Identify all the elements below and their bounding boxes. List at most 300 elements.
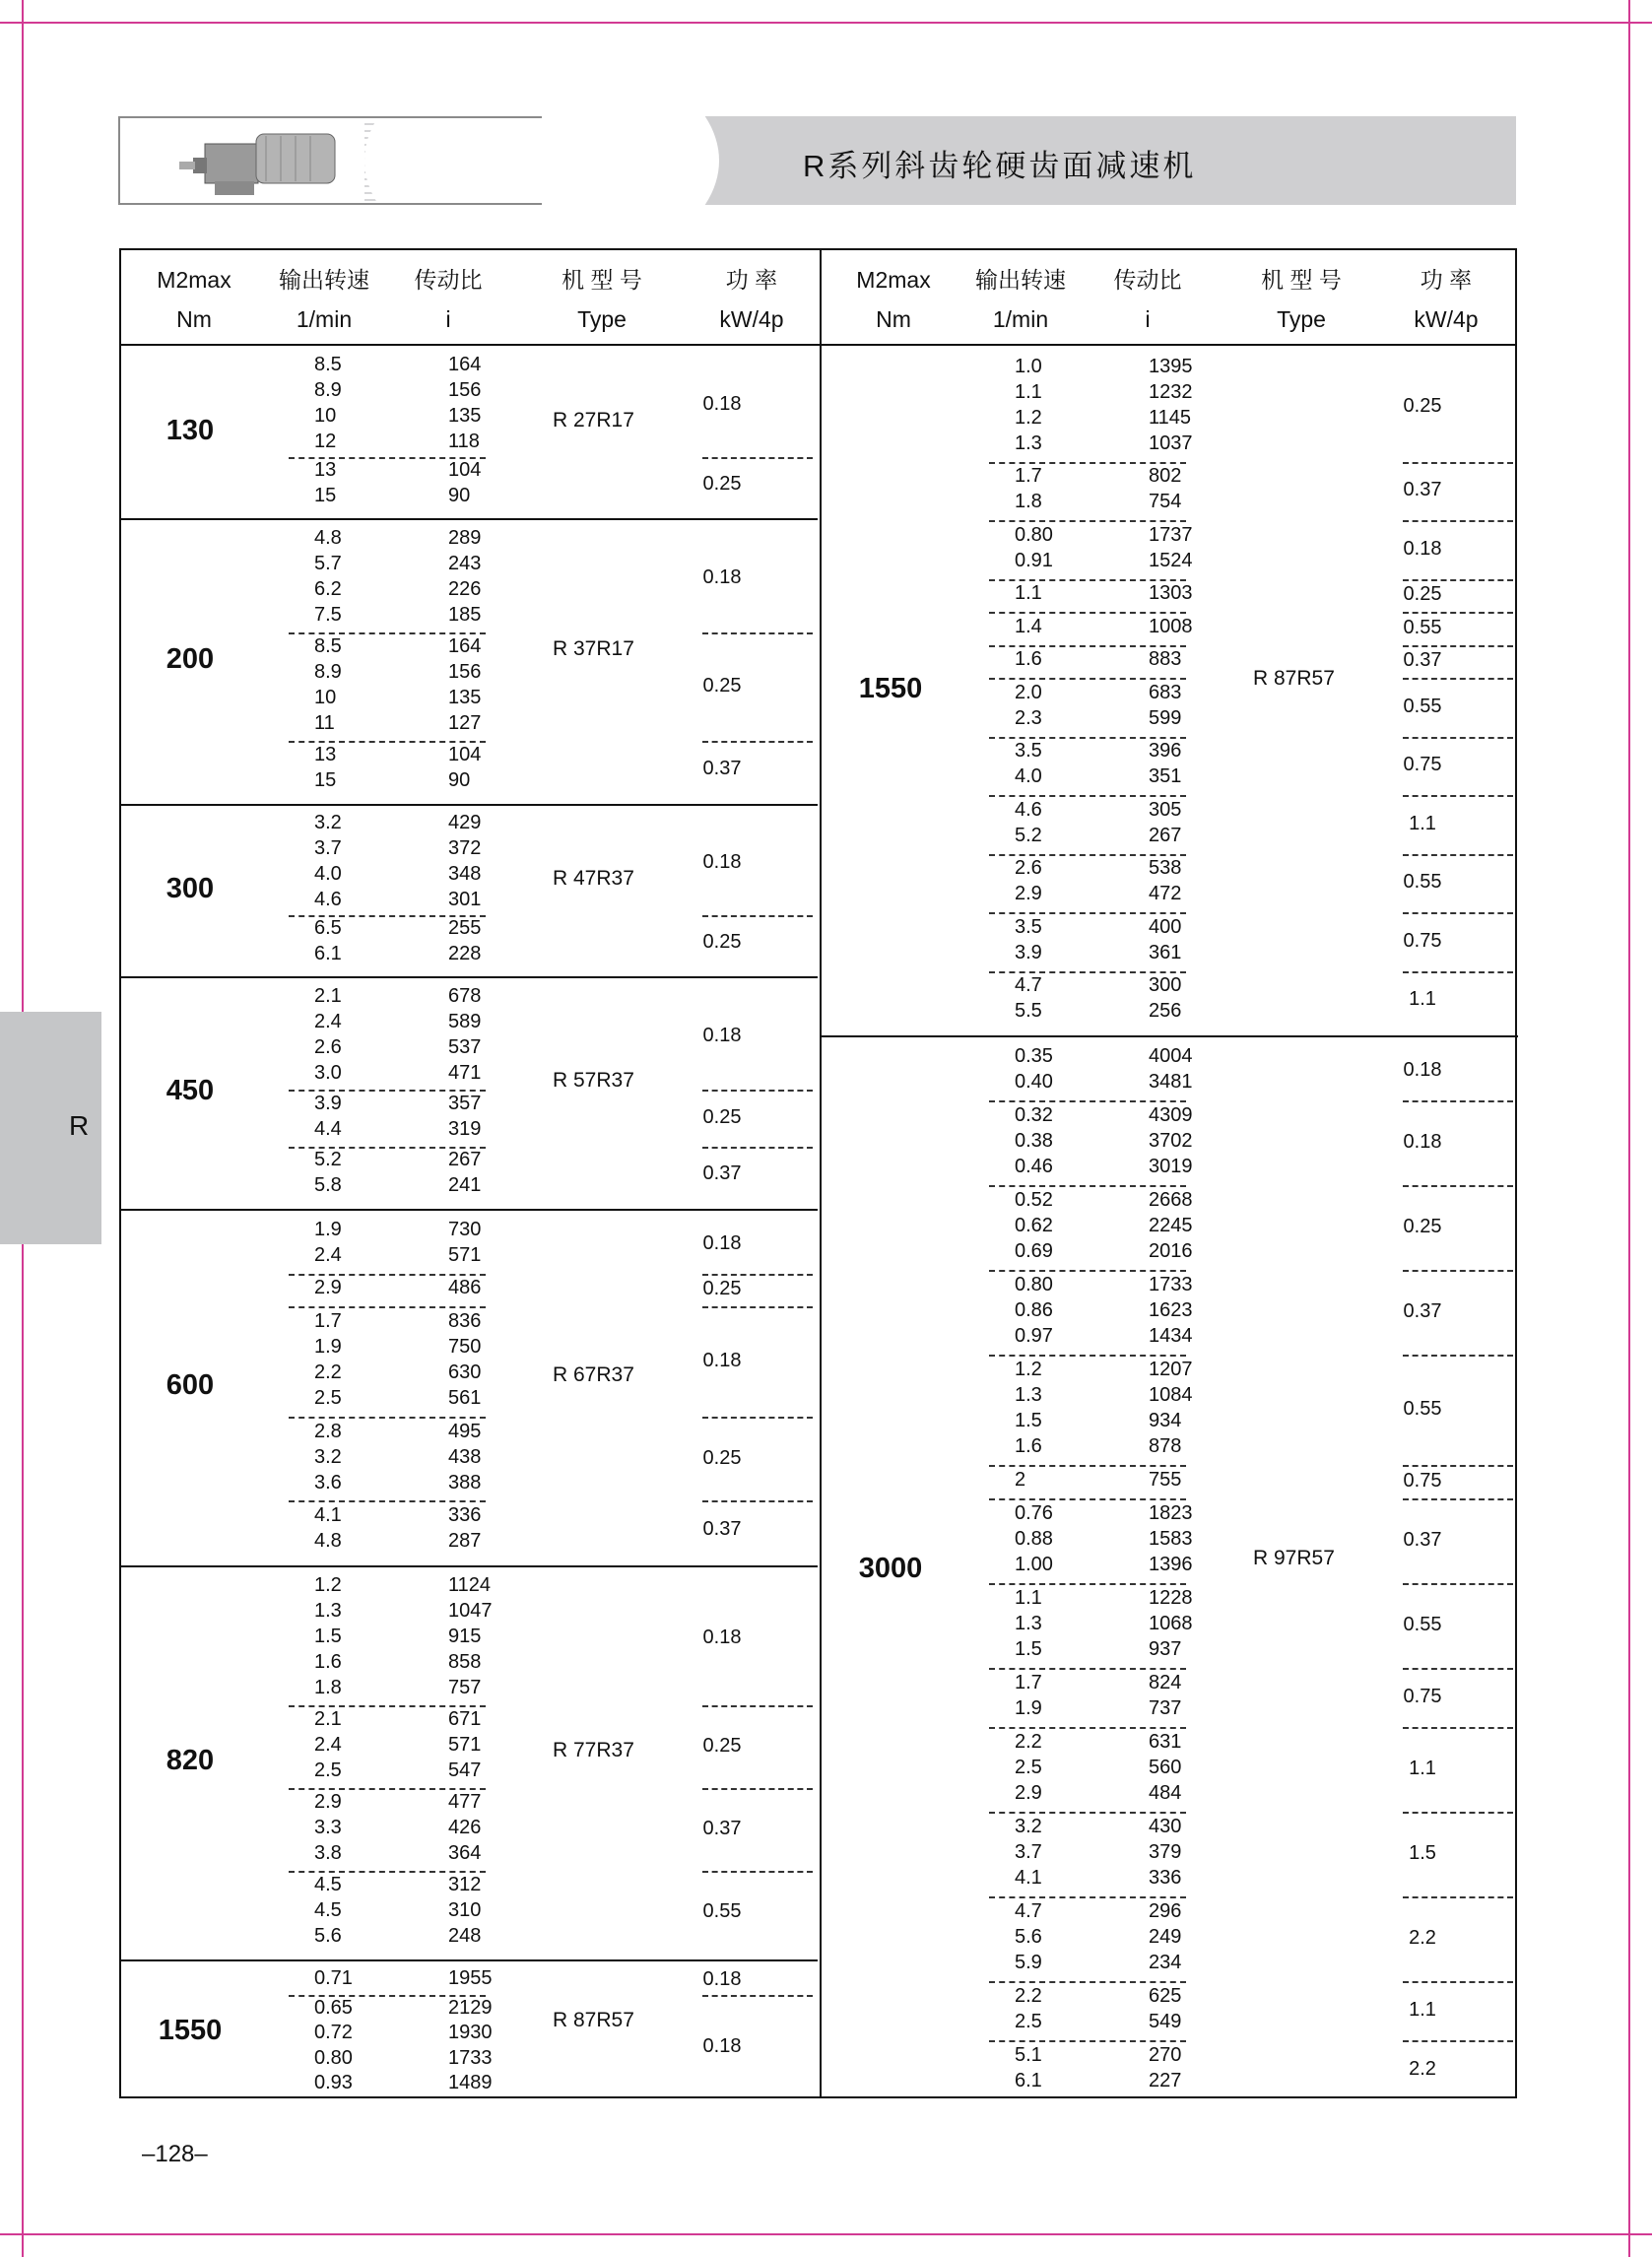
output-speed: 1.1	[1015, 582, 1042, 605]
ratio: 883	[1149, 648, 1182, 671]
output-speed: 5.9	[1015, 1952, 1042, 1973]
power-value: 2.2	[1409, 1927, 1436, 1949]
header-m2-label: M2max	[856, 267, 931, 293]
group-separator	[121, 976, 818, 978]
ratio: 3481	[1149, 1071, 1193, 1093]
row-divider	[702, 1274, 813, 1276]
output-speed: 2.5	[1015, 2011, 1042, 2032]
output-speed: 12	[314, 430, 337, 452]
ratio: 234	[1149, 1952, 1182, 1973]
header-type-unit: Type	[1277, 306, 1326, 332]
ratio: 858	[448, 1651, 482, 1673]
m2max-value: 1550	[158, 2015, 223, 2046]
ratio: 429	[448, 812, 482, 833]
page-number: –128–	[142, 2141, 208, 2167]
row-divider	[1403, 854, 1513, 856]
power-value: 0.55	[1403, 616, 1442, 638]
output-speed: 2.9	[1015, 883, 1042, 905]
output-speed: 6.1	[314, 943, 342, 965]
header-ratio-unit: i	[1145, 306, 1151, 332]
ratio: 2129	[448, 1996, 493, 2019]
header-power-label: 功 率	[725, 267, 778, 293]
power-value: 0.18	[702, 392, 742, 415]
ratio: 4004	[1149, 1045, 1193, 1067]
header-ratio-unit: i	[445, 306, 451, 332]
output-speed: 1.5	[1015, 1410, 1042, 1431]
output-speed: 1.5	[1015, 1638, 1042, 1660]
ratio: 438	[448, 1445, 482, 1468]
row-divider	[702, 1500, 813, 1502]
ratio: 1037	[1149, 431, 1193, 454]
row-divider	[1403, 1727, 1513, 1729]
output-speed: 0.72	[314, 2022, 353, 2044]
row-divider	[702, 1306, 813, 1308]
power-value: 0.25	[702, 1106, 742, 1128]
output-speed: 2.6	[1015, 857, 1042, 880]
output-speed: 7.5	[314, 604, 342, 626]
m2max-value: 3000	[858, 1553, 923, 1584]
output-speed: 3.5	[1015, 915, 1042, 938]
power-value: 0.55	[1403, 695, 1442, 717]
ratio: 104	[448, 744, 482, 765]
ratio: 560	[1149, 1757, 1182, 1778]
row-divider	[1403, 1355, 1513, 1357]
output-speed: 0.80	[1015, 1274, 1053, 1295]
ratio: 164	[448, 354, 482, 375]
row-divider	[1403, 971, 1513, 973]
header-speed-label: 输出转速	[975, 267, 1066, 293]
power-value: 0.75	[1403, 1686, 1442, 1707]
power-value: 0.25	[702, 473, 742, 496]
header-speed-unit: 1/min	[992, 306, 1049, 332]
row-divider	[1403, 737, 1513, 739]
ratio: 757	[448, 1677, 482, 1698]
output-speed: 1.3	[1015, 1613, 1042, 1634]
ratio: 379	[1149, 1841, 1182, 1863]
row-divider	[702, 1788, 813, 1790]
title-banner	[118, 116, 1516, 205]
ratio: 301	[448, 888, 482, 910]
output-speed: 0.38	[1015, 1130, 1053, 1152]
output-speed: 0.71	[314, 1967, 353, 1989]
output-speed: 4.6	[1015, 798, 1042, 821]
output-speed: 0.93	[314, 2072, 353, 2094]
output-speed: 0.32	[1015, 1104, 1053, 1126]
output-speed: 2.8	[314, 1420, 342, 1442]
output-speed: 13	[314, 744, 337, 765]
ratio: 1207	[1149, 1359, 1193, 1380]
ratio: 737	[1149, 1697, 1182, 1719]
ratio: 336	[1149, 1867, 1182, 1889]
ratio: 267	[448, 1149, 482, 1171]
power-value: 0.37	[702, 1818, 742, 1839]
output-speed: 0.40	[1015, 1071, 1053, 1093]
ratio: 1145	[1149, 406, 1192, 429]
ratio: 1930	[448, 2022, 493, 2044]
ratio: 3019	[1149, 1156, 1193, 1177]
output-speed: 4.6	[314, 888, 342, 910]
power-value: 0.55	[1403, 871, 1442, 894]
ratio: 372	[448, 836, 482, 859]
ratio: 472	[1149, 883, 1182, 905]
ratio: 2668	[1149, 1189, 1193, 1211]
output-speed: 1.9	[314, 1218, 342, 1240]
output-speed: 1.2	[1015, 406, 1042, 429]
power-value: 0.18	[1403, 1131, 1442, 1153]
output-speed: 2.4	[314, 1243, 342, 1266]
power-value: 0.18	[702, 1231, 742, 1254]
output-speed: 5.8	[314, 1174, 342, 1197]
power-value: 0.37	[702, 1518, 742, 1541]
row-divider	[1403, 1465, 1513, 1467]
crop-line-top	[0, 22, 1652, 24]
header-m2-unit: Nm	[176, 306, 212, 332]
power-value: 2.2	[1409, 2058, 1436, 2080]
output-speed: 0.88	[1015, 1528, 1053, 1550]
power-value: 0.37	[1403, 649, 1442, 672]
output-speed: 1.8	[1015, 491, 1042, 513]
output-speed: 3.9	[314, 1093, 342, 1114]
row-divider	[1403, 1270, 1513, 1272]
power-value: 0.25	[702, 1446, 742, 1469]
ratio: 802	[1149, 465, 1182, 488]
ratio: 305	[1149, 798, 1182, 821]
power-value: 0.25	[1403, 583, 1442, 606]
row-divider	[702, 632, 813, 634]
ratio: 426	[448, 1817, 482, 1838]
output-speed: 1.7	[1015, 465, 1042, 488]
ratio: 1008	[1149, 615, 1193, 637]
output-speed: 2.1	[314, 984, 342, 1007]
group-separator	[121, 804, 818, 806]
output-speed: 1.9	[314, 1336, 342, 1358]
spec-table	[119, 248, 1517, 2098]
row-divider	[1403, 1812, 1513, 1814]
ratio: 571	[448, 1243, 482, 1266]
power-value: 1.1	[1409, 988, 1436, 1011]
output-speed: 1.7	[314, 1310, 342, 1332]
row-divider	[1403, 579, 1513, 581]
output-speed: 4.0	[314, 862, 342, 885]
output-speed: 1.1	[1015, 1587, 1042, 1609]
ratio: 1068	[1149, 1613, 1193, 1634]
output-speed: 0.80	[314, 2046, 353, 2069]
power-value: 0.18	[1403, 537, 1442, 560]
ratio: 1524	[1149, 549, 1193, 571]
row-divider	[702, 1871, 813, 1873]
ratio: 336	[448, 1504, 482, 1527]
ratio: 1232	[1149, 380, 1193, 403]
power-value: 0.18	[702, 1350, 742, 1371]
output-speed: 0.97	[1015, 1325, 1053, 1347]
power-value: 0.18	[702, 850, 742, 873]
ratio: 571	[448, 1734, 482, 1756]
ratio: 750	[448, 1336, 482, 1358]
output-speed: 4.1	[1015, 1867, 1042, 1889]
ratio: 348	[448, 862, 482, 885]
header-ratio-label: 传动比	[1113, 267, 1182, 293]
power-value: 0.25	[702, 1735, 742, 1757]
ratio: 1084	[1149, 1384, 1193, 1406]
ratio: 90	[448, 769, 471, 791]
header-type-label: 机 型 号	[562, 267, 642, 293]
header-speed-unit: 1/min	[296, 306, 353, 332]
ratio: 255	[448, 917, 482, 940]
ratio: 256	[1149, 1000, 1182, 1023]
ratio: 678	[448, 984, 482, 1007]
output-speed: 13	[314, 459, 337, 482]
output-speed: 15	[314, 485, 337, 507]
m2max-value: 300	[165, 872, 215, 904]
output-speed: 1.2	[314, 1574, 342, 1596]
ratio: 227	[1149, 2070, 1182, 2091]
ratio: 561	[448, 1387, 482, 1409]
output-speed: 0.62	[1015, 1215, 1053, 1236]
row-divider	[1403, 1896, 1513, 1898]
power-value: 0.55	[1403, 1398, 1442, 1420]
output-speed: 4.0	[1015, 765, 1042, 788]
output-speed: 2.6	[314, 1035, 342, 1058]
power-value: 0.37	[702, 758, 742, 779]
power-value: 0.25	[1403, 1216, 1442, 1237]
output-speed: 1.3	[314, 1600, 342, 1622]
row-divider	[1403, 612, 1513, 614]
row-divider	[1403, 1583, 1513, 1585]
output-speed: 5.7	[314, 553, 342, 574]
ratio: 2245	[1149, 1215, 1193, 1236]
ratio: 538	[1149, 857, 1182, 880]
ratio: 104	[448, 459, 482, 482]
ratio: 1583	[1149, 1528, 1193, 1550]
ratio: 589	[448, 1010, 482, 1032]
ratio: 1396	[1149, 1554, 1193, 1575]
m2max-value: 130	[165, 414, 215, 446]
ratio: 824	[1149, 1672, 1182, 1693]
ratio: 625	[1149, 1985, 1182, 2007]
output-speed: 1.1	[1015, 380, 1042, 403]
crop-line-right	[1628, 0, 1630, 2257]
output-speed: 5.2	[1015, 824, 1042, 846]
ratio: 630	[448, 1361, 482, 1383]
ratio: 364	[448, 1842, 482, 1864]
ratio: 164	[448, 635, 482, 657]
power-value: 0.55	[702, 1900, 742, 1922]
header-power-unit: kW/4p	[1414, 306, 1479, 332]
power-value: 0.37	[702, 1162, 742, 1185]
ratio: 1955	[448, 1967, 493, 1989]
row-divider	[1403, 795, 1513, 797]
output-speed: 0.86	[1015, 1299, 1053, 1321]
row-divider	[702, 1147, 813, 1149]
ratio: 1733	[1149, 1274, 1193, 1295]
output-speed: 1.00	[1015, 1554, 1053, 1575]
ratio: 430	[1149, 1816, 1182, 1837]
m2max-value: 820	[165, 1745, 215, 1776]
header-m2-label: M2max	[157, 267, 231, 293]
output-speed: 3.0	[314, 1061, 342, 1084]
output-speed: 11	[314, 712, 335, 734]
page-title: R系列斜齿轮硬齿面减速机	[803, 149, 1197, 183]
ratio: 4309	[1149, 1104, 1193, 1126]
output-speed: 6.2	[314, 578, 342, 600]
model-type: R 57R37	[553, 1069, 634, 1092]
ratio: 351	[1149, 765, 1182, 788]
output-speed: 1.6	[1015, 1435, 1042, 1457]
ratio: 249	[1149, 1926, 1182, 1948]
row-divider	[702, 741, 813, 743]
ratio: 1303	[1149, 582, 1193, 605]
output-speed: 3.9	[1015, 941, 1042, 963]
ratio: 243	[448, 553, 482, 574]
output-speed: 2.9	[1015, 1782, 1042, 1804]
ratio: 127	[448, 712, 482, 734]
output-speed: 1.3	[1015, 431, 1042, 454]
ratio: 1823	[1149, 1502, 1193, 1524]
output-speed: 2.4	[314, 1010, 342, 1032]
ratio: 730	[448, 1218, 482, 1240]
ratio: 937	[1149, 1638, 1182, 1660]
output-speed: 2.5	[314, 1759, 342, 1781]
output-speed: 8.9	[314, 378, 342, 401]
ratio: 1733	[448, 2046, 493, 2069]
ratio: 289	[448, 527, 482, 549]
output-speed: 8.5	[314, 635, 342, 657]
header-type-label: 机 型 号	[1261, 267, 1342, 293]
ratio: 185	[448, 604, 482, 626]
crop-line-bottom	[0, 2233, 1652, 2235]
header-speed-label: 输出转速	[279, 267, 369, 293]
output-speed: 3.8	[314, 1842, 342, 1864]
ratio: 2016	[1149, 1240, 1193, 1262]
ratio: 1124	[448, 1574, 492, 1596]
output-speed: 1.2	[1015, 1359, 1042, 1380]
row-divider	[1403, 1498, 1513, 1500]
model-type: R 87R57	[1253, 667, 1335, 690]
ratio: 934	[1149, 1410, 1182, 1431]
ratio: 1623	[1149, 1299, 1193, 1321]
row-divider	[702, 1417, 813, 1419]
power-value: 0.55	[1403, 1614, 1442, 1635]
output-speed: 4.5	[314, 1899, 342, 1921]
power-value: 0.75	[1403, 929, 1442, 952]
output-speed: 10	[314, 687, 337, 708]
ratio: 754	[1149, 491, 1182, 513]
ratio: 477	[448, 1791, 482, 1813]
ratio: 671	[448, 1708, 482, 1730]
power-value: 0.75	[1403, 754, 1442, 776]
row-divider	[1403, 520, 1513, 522]
row-divider	[1403, 645, 1513, 647]
row-divider	[702, 1090, 813, 1092]
power-value: 1.5	[1409, 1842, 1436, 1864]
power-value: 0.18	[702, 2034, 742, 2057]
row-divider	[1403, 462, 1513, 464]
output-speed: 0.76	[1015, 1502, 1053, 1524]
ratio: 312	[448, 1874, 482, 1895]
output-speed: 15	[314, 769, 337, 791]
output-speed: 2.9	[314, 1277, 342, 1299]
m2max-value: 450	[165, 1075, 215, 1106]
section-tab-label: R	[69, 1110, 90, 1141]
output-speed: 2.5	[1015, 1757, 1042, 1778]
ratio: 1434	[1149, 1325, 1193, 1347]
output-speed: 1.4	[1015, 615, 1042, 637]
ratio: 319	[448, 1118, 482, 1140]
model-type: R 27R17	[553, 408, 634, 431]
ratio: 549	[1149, 2011, 1182, 2032]
power-value: 1.1	[1409, 812, 1436, 834]
row-divider	[1403, 912, 1513, 914]
ratio: 486	[448, 1277, 482, 1299]
gear-motor-icon	[158, 122, 355, 201]
power-value: 1.1	[1409, 1999, 1436, 2021]
ratio: 388	[448, 1471, 482, 1494]
m2max-value: 600	[165, 1369, 215, 1401]
power-value: 0.37	[1403, 1300, 1442, 1322]
ratio: 471	[448, 1061, 482, 1084]
output-speed: 5.6	[314, 1925, 342, 1947]
output-speed: 0.91	[1015, 549, 1053, 571]
output-speed: 4.7	[1015, 974, 1042, 997]
row-divider	[1403, 1981, 1513, 1983]
ratio: 1489	[448, 2072, 493, 2094]
ratio: 241	[448, 1174, 482, 1197]
ratio: 836	[448, 1310, 482, 1332]
output-speed: 5.2	[314, 1149, 342, 1171]
model-type: R 77R37	[553, 1739, 634, 1761]
row-divider	[702, 1995, 813, 1997]
output-speed: 1.6	[1015, 648, 1042, 671]
output-speed: 0.35	[1015, 1045, 1053, 1067]
output-speed: 1.5	[314, 1626, 342, 1647]
model-type: R 87R57	[553, 2009, 634, 2031]
power-value: 0.18	[702, 1024, 742, 1046]
power-value: 0.18	[1403, 1059, 1442, 1081]
output-speed: 3.2	[314, 812, 342, 833]
output-speed: 1.0	[1015, 355, 1042, 377]
ratio: 118	[448, 430, 480, 452]
output-speed: 1.9	[1015, 1697, 1042, 1719]
ratio: 135	[448, 687, 482, 708]
output-speed: 0.52	[1015, 1189, 1053, 1211]
row-divider	[1403, 1100, 1513, 1102]
output-speed: 4.1	[314, 1504, 342, 1527]
ratio: 396	[1149, 740, 1182, 763]
power-value: 1.1	[1409, 1758, 1436, 1779]
output-speed: 3.7	[314, 836, 342, 859]
output-speed: 0.69	[1015, 1240, 1053, 1262]
ratio: 287	[448, 1530, 482, 1553]
model-type: R 97R57	[1253, 1547, 1335, 1569]
row-divider	[1403, 1668, 1513, 1670]
m2max-value: 200	[165, 643, 215, 675]
output-speed: 3.3	[314, 1817, 342, 1838]
ratio: 484	[1149, 1782, 1182, 1804]
row-divider	[1403, 1185, 1513, 1187]
power-value: 0.37	[1403, 1529, 1442, 1551]
ratio: 683	[1149, 681, 1182, 703]
output-speed: 2.3	[1015, 706, 1042, 729]
group-separator	[121, 1565, 818, 1567]
output-speed: 10	[314, 404, 337, 427]
ratio: 270	[1149, 2044, 1182, 2066]
output-speed: 2.5	[314, 1387, 342, 1409]
power-value: 0.75	[1403, 1470, 1442, 1492]
output-speed: 8.5	[314, 354, 342, 375]
ratio: 310	[448, 1899, 482, 1921]
ratio: 1395	[1149, 355, 1193, 377]
ratio: 248	[448, 1925, 482, 1947]
